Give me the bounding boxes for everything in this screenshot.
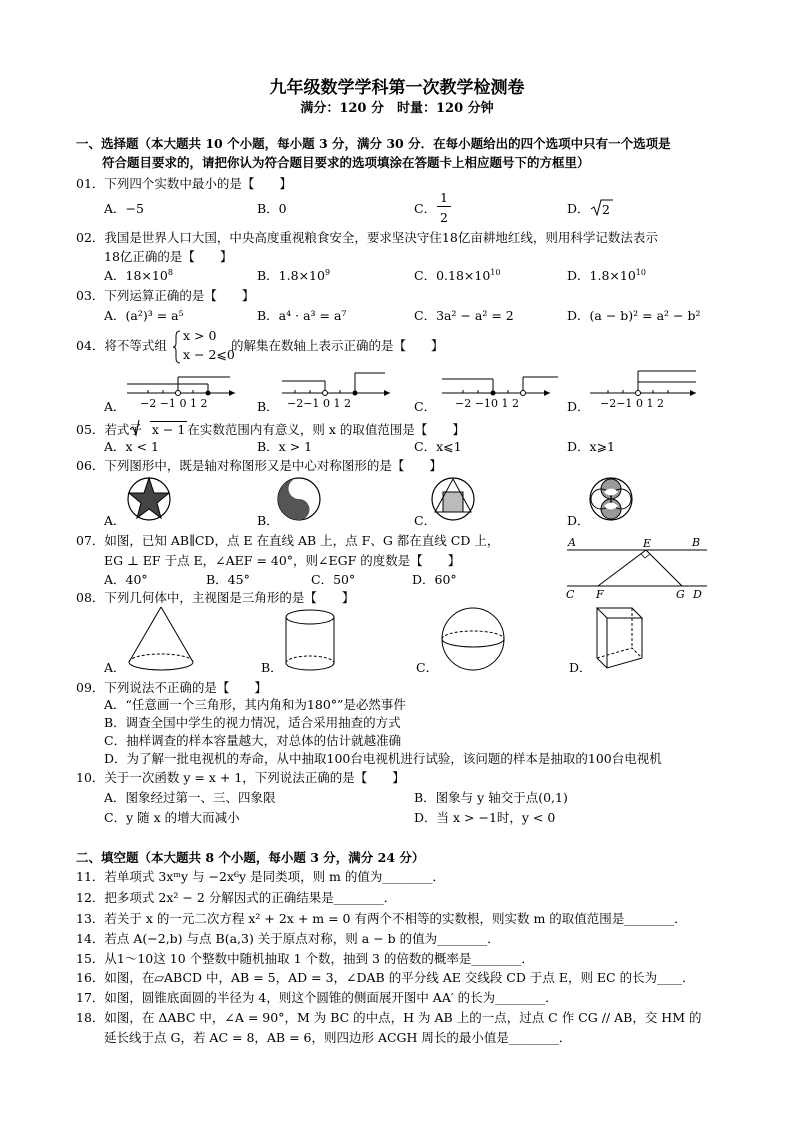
q07-stem-line2: EG ⊥ EF 于点 E，∠AEF = 40°，则∠EGF 的度数是【 】 — [104, 553, 461, 568]
q09-stem: 09．下列说法不正确的是【 】 — [76, 680, 267, 695]
q06-option-b: B． — [257, 513, 279, 528]
q03-option-d: D．(a − b)² = a² − b² — [567, 308, 701, 323]
q03-stem: 03．下列运算正确的是【 】 — [76, 288, 255, 303]
four-petal-icon — [588, 476, 634, 522]
brace-icon — [172, 330, 182, 364]
q08-stem: 08．下列几何体中，主视图是三角形的是【 】 — [76, 590, 355, 605]
q02-stem-line2: 18亿正确的是【 】 — [104, 249, 233, 264]
q07-label-B: B — [692, 536, 701, 549]
fraction-bar — [437, 206, 451, 207]
q06-option-c: C． — [414, 513, 437, 528]
q02-option-c: C．$0.18\times 10^{10}$ — [414, 268, 501, 283]
q09-option-a: A．“任意画一个三角形，其内角和为180°”是必然事件 — [104, 697, 406, 712]
q10-option-a: A．图象经过第一、三、四象限 — [104, 790, 276, 805]
q04-option-a: A． — [104, 399, 126, 414]
q07-label-A: A — [568, 536, 576, 549]
q07-stem-line1: 07．如图，已知 AB∥CD，点 E 在直线 AB 上，点 F、G 都在直线 CD 上， — [76, 533, 500, 548]
fill-q14: 14．若点 A(−2,b) 与点 B(a,3) 关于原点对称，则 a − b 的值为________． — [76, 931, 500, 946]
q02-option-b: B．$1.8\times 10^9$ — [257, 268, 331, 283]
q03-option-c: C．3a² − a² = 2 — [414, 308, 514, 323]
q02-stem-line1: 02．我国是世界人口大国，中央高度重视粮食安全，要求坚决守住18亿亩耕地红线，则用科学记数法表示 — [76, 230, 658, 245]
q05-radical: x − 1 — [151, 422, 186, 437]
q01-option-d-radicand: 2 — [602, 202, 610, 217]
q05-option-b: B．x > 1 — [257, 439, 313, 454]
fill-q18-line1: 18．如图，在 ΔABC 中，∠A = 90°，M 为 BC 的中点，H 为 AB 上的一点，过点 C 作 CG // AB，交 HM 的 — [76, 1010, 702, 1025]
page-subtitle: 满分：120 分 时量：120 分钟 — [300, 101, 494, 116]
q08-option-c: C． — [416, 660, 439, 675]
number-line-b-ticks: −2−1 0 1 2 — [287, 397, 351, 410]
q05-stem: 05．若式子 x − 1 在实数范围内有意义，则 x 的取值范围是【 】 — [76, 422, 465, 437]
q07-label-D: D — [693, 588, 702, 601]
fill-q13: 13．若关于 x 的一元二次方程 x² + 2x + m = 0 有两个不相等的实数根，则实数 m 的取值范围是________． — [76, 911, 687, 926]
q03-option-a: A．(a²)³ = a⁵ — [104, 308, 184, 323]
number-line-d-ticks: −2−1 0 1 2 — [600, 397, 664, 410]
q04-option-d: D． — [567, 399, 590, 414]
q08-option-b: B． — [261, 660, 283, 675]
q07-label-C: C — [566, 588, 575, 601]
fill-q16: 16．如图，在▱ABCD 中，AB = 5，AD = 3，∠DAB 的平分线 AE 交线段 CD 于点 E，则 EC 的长为____． — [76, 970, 695, 985]
number-line-a-ticks: −2 −1 0 1 2 — [140, 397, 208, 410]
q01-option-b: B．0 — [257, 201, 287, 216]
sphere-icon — [438, 604, 508, 674]
q07-option-a: A．40° — [104, 572, 148, 587]
fill-q18-line2: 延长线于点 G，若 AC = 8，AB = 6，则四边形 ACGH 周长的最小值是________． — [104, 1030, 572, 1045]
cone-icon — [126, 604, 196, 674]
section1-heading-line2: 符合题目要求的，请把你认为符合题目要求的选项填涂在答题卡上相应题号下的方框里） — [102, 155, 590, 170]
q07-option-d: D．60° — [412, 572, 457, 587]
q06-stem: 06．下列图形中，既是轴对称图形又是中心对称图形的是【 】 — [76, 458, 442, 473]
q06-option-d: D． — [567, 513, 590, 528]
q04-system-line1: x > 0 — [183, 328, 217, 343]
q07-label-G: G — [676, 588, 685, 601]
q07-parallel-lines-figure — [562, 532, 712, 602]
q07-option-c: C．50° — [311, 572, 356, 587]
q04-option-c: C． — [414, 399, 437, 414]
fill-q12: 12．把多项式 2x² − 2 分解因式的正确结果是________． — [76, 890, 397, 905]
q08-option-d: D． — [569, 660, 592, 675]
star-in-circle-icon — [126, 476, 172, 522]
number-line-c-ticks: −2 −10 1 2 — [455, 397, 519, 410]
q01-option-d-letter: D． — [567, 201, 590, 216]
q06-option-a: A． — [104, 513, 126, 528]
q07-label-E: E — [643, 537, 652, 550]
q07-label-F: F — [596, 588, 604, 601]
page-title: 九年级数学学科第一次教学检测卷 — [269, 78, 525, 98]
q01-option-c-numerator: 1 — [440, 190, 448, 205]
q04-stem-suffix: 的解集在数轴上表示正确的是【 】 — [231, 338, 444, 353]
q09-option-c: C．抽样调查的样本容量越大，对总体的估计就越准确 — [104, 733, 402, 748]
q05-option-d: D．x⩾1 — [567, 439, 615, 454]
q04-option-b: B． — [257, 399, 279, 414]
fill-q15: 15．从1～10这 10 个整数中随机抽取 1 个数，抽到 3 的倍数的概率是________． — [76, 951, 534, 966]
q02-option-a: A．$18\times 10^8$ — [104, 268, 173, 283]
square-triangle-circle-icon — [430, 476, 476, 522]
section1-heading-line1: 一、选择题（本大题共 10 个小题，每小题 3 分，满分 30 分．在每小题给出的四个选项中只有一个选项是 — [76, 136, 671, 151]
triangular-prism-icon — [592, 604, 648, 674]
cylinder-icon — [283, 608, 337, 674]
q01-option-c-denominator: 2 — [440, 210, 448, 225]
radical-sign-icon — [130, 419, 140, 437]
q08-option-a: A． — [104, 660, 126, 675]
q10-option-c: C．y 随 x 的增大而减小 — [104, 810, 240, 825]
q01-option-c-letter: C． — [414, 201, 437, 216]
q03-option-b: B．a⁴ · a³ = a⁷ — [257, 308, 347, 323]
q01-stem: 01．下列四个实数中最小的是【 】 — [76, 176, 292, 191]
fill-q11: 11．若单项式 3xᵐy 与 −2x⁶y 是同类项，则 m 的值为________． — [76, 869, 445, 884]
q05-option-a: A．x < 1 — [104, 439, 159, 454]
q05-option-c: C．x⩽1 — [414, 439, 462, 454]
q01-option-a: A．−5 — [104, 201, 144, 216]
yin-yang-icon — [276, 476, 322, 522]
q02-option-d: D．$1.8\times 10^{10}$ — [567, 268, 646, 283]
q09-option-d: D．为了解一批电视机的寿命，从中抽取100台电视机进行试验，该问题的样本是抽取的100台电视机 — [104, 751, 662, 766]
q09-option-b: B．调查全国中学生的视力情况，适合采用抽查的方式 — [104, 715, 401, 730]
q04-system-line2: x − 2⩽0 — [183, 347, 235, 362]
q07-option-b: B．45° — [206, 572, 250, 587]
q10-option-d: D．当 x > −1时，y < 0 — [414, 810, 556, 825]
q04-stem-prefix: 04．将不等式组 — [76, 338, 167, 353]
q10-option-b: B．图象与 y 轴交于点(0,1) — [414, 790, 568, 805]
q10-stem: 10．关于一次函数 y = x + 1，下列说法正确的是【 】 — [76, 770, 405, 785]
fill-q17: 17．如图，圆锥底面圆的半径为 4，则这个圆锥的侧面展开图中 AA′ 的长为________． — [76, 990, 558, 1005]
section2-heading: 二、填空题（本大题共 8 个小题，每小题 3 分，满分 24 分） — [76, 850, 425, 865]
